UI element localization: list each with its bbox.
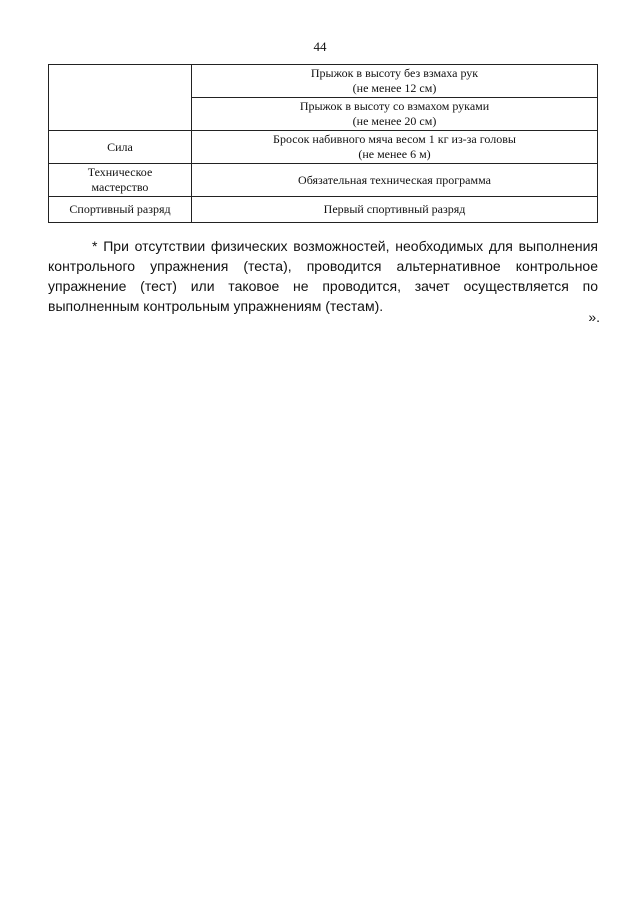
table-row	[49, 65, 598, 98]
closing-quote: ».	[588, 309, 600, 325]
test-norm: (не менее 20 см)	[352, 114, 437, 128]
table-cell-value	[192, 98, 598, 131]
test-name: Бросок набивного мяча весом 1 кг из-за головы	[273, 132, 516, 146]
table-cell-label: Спортивный разряд	[49, 197, 192, 223]
table-cell-value	[192, 131, 598, 164]
table-row	[49, 131, 598, 164]
test-norm: (не менее 12 см)	[352, 81, 437, 95]
test-name: Прыжок в высоту без взмаха рук	[310, 66, 479, 80]
table-cell-label: Сила	[49, 131, 192, 164]
footnote-paragraph: * При отсутствии физических возможностей, необходимых для выполнения контрольного упражнения (теста), проводится альтернативное контрольное упражнение (тест) или таковое не проводится, зачет осуществляется по выполненным контрольным упражнениям (тестам).	[48, 238, 598, 314]
table-cell-value	[192, 65, 598, 98]
norms-table	[48, 64, 598, 223]
page-number: 44	[313, 39, 327, 54]
table-row	[49, 197, 598, 223]
table-cell-label	[49, 164, 192, 197]
label-line: мастерство	[91, 180, 149, 194]
table-row	[49, 164, 598, 197]
table-cell-value: Первый спортивный разряд	[192, 197, 598, 223]
test-name: Прыжок в высоту со взмахом руками	[299, 99, 490, 113]
label-line: Техническое	[87, 165, 153, 179]
table-cell-value: Обязательная техническая программа	[192, 164, 598, 197]
test-norm: (не менее 6 м)	[358, 147, 431, 161]
table-cell-label	[49, 65, 192, 131]
